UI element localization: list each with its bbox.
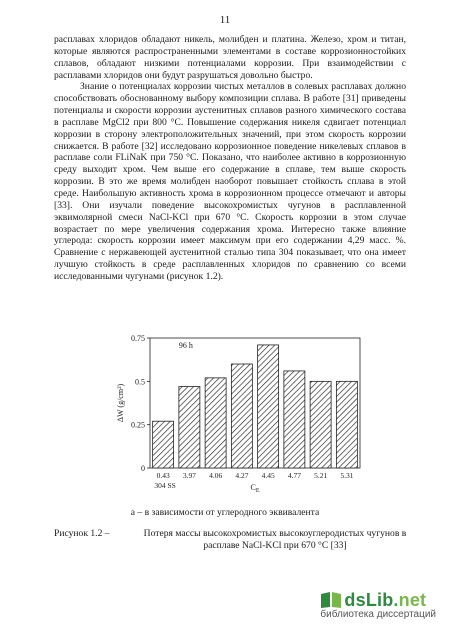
bar: [258, 345, 279, 468]
x-tick-label: 0.43: [156, 471, 170, 480]
bar-chart: [110, 334, 370, 494]
x-tick-label: 4.45: [261, 471, 275, 480]
x-sub-label: 304 SS: [154, 481, 176, 490]
bar: [284, 371, 305, 468]
body-text: [54, 34, 406, 283]
y-tick-label: 0: [141, 464, 145, 473]
paragraph-1: расплавах хлоридов обладают никель, молибден и платина. Железо, хром и титан, которые являются распространенными элементами в составе коррозионностойких сплавов, обладают низкими потенциалами коррозии. При взаимодействии с расплавами хлоридов они будут разрушаться довольно быстро.: [54, 34, 406, 81]
dslib-logo: [320, 590, 436, 611]
x-tick-label: 4.06: [209, 471, 223, 480]
bar: [205, 378, 226, 468]
logo-dot: .: [393, 590, 399, 610]
bar: [336, 381, 357, 468]
bar: [231, 364, 252, 468]
y-tick-label: 0.75: [131, 334, 145, 343]
logo-main: dsLib: [344, 590, 394, 610]
x-tick-label: 3.97: [182, 471, 196, 480]
page-number: 11: [219, 14, 231, 26]
y-axis-label: ΔW (g/cm²): [116, 383, 125, 423]
bar: [153, 421, 174, 468]
x-tick-label: 5.21: [314, 471, 328, 480]
y-tick-label: 0.25: [131, 420, 145, 430]
book-icon: [320, 591, 342, 609]
paragraph-2: Знание о потенциалах коррозии чистых металлов в солевых расплавах должно способствовать обоснованному выбору композиции сплава. В работе [31] приведены потенциалы и скорости коррозии аустенитных сплавов разного химического состава в расплаве MgCl2 при 800 °C. Повышение содержания никеля сдвигает потенциал коррозии в сторону электроположительных значений, при этом скорость коррозии снижается. В работе [32] исследовано коррозионное поведение никелевых сплавов в расплаве соли FLiNaK при 750 °C. Показано, что наиболее активно в коррозионную среду выходит хром. Чем выше его содержание в сплаве, тем выше скорость коррозии. В это же время молибден наоборот повышает стойкость сплава в этой среде. Наибольшую активность хрома в коррозионном процессе отмечают и авторы [33]. Они изучали поведение высокохромистых чугунов в расплавленной эквимолярной смеси NaCl-KCl при 670 °C. Скорость коррозии в этом случае возрастает по мере увеличения содержания хрома. Интересно также влияние углерода: скорость коррозии имеет максимум при его содержании 4,29 масс. %. Сравнение с нержавеющей аустенитной сталью типа 304 показывает, что она имеет лучшую стойкость в среде расплавленных хлоридов по сравнению со всеми исследованными чугунами (рисунок 1.2).: [54, 81, 406, 282]
bar: [179, 387, 200, 468]
watermark-tagline: библиотека диссертаций: [320, 609, 436, 620]
figure-caption-text: Потеря массы высокохромистых высокоуглеродистых чугунов в расплаве NaCl-KCl при 670 °C [33]: [143, 528, 407, 551]
dslib-watermark[interactable]: [320, 590, 436, 620]
logo-tld: net: [398, 590, 427, 610]
bar: [310, 381, 331, 468]
figure-label: Рисунок 1.2 –: [54, 528, 110, 539]
y-tick-label: 0.5: [135, 377, 145, 387]
x-tick-label: 4.77: [287, 471, 301, 480]
x-axis-label: $C_E$: [250, 483, 260, 494]
x-tick-label: 4.27: [235, 471, 249, 480]
chart-annotation: 96 h: [178, 341, 193, 350]
x-tick-label: 5.31: [340, 471, 354, 480]
chart-bars: [153, 345, 358, 468]
subfigure-caption: а – в зависимости от углеродного эквивалента: [130, 507, 320, 518]
figure-caption: [54, 528, 414, 552]
